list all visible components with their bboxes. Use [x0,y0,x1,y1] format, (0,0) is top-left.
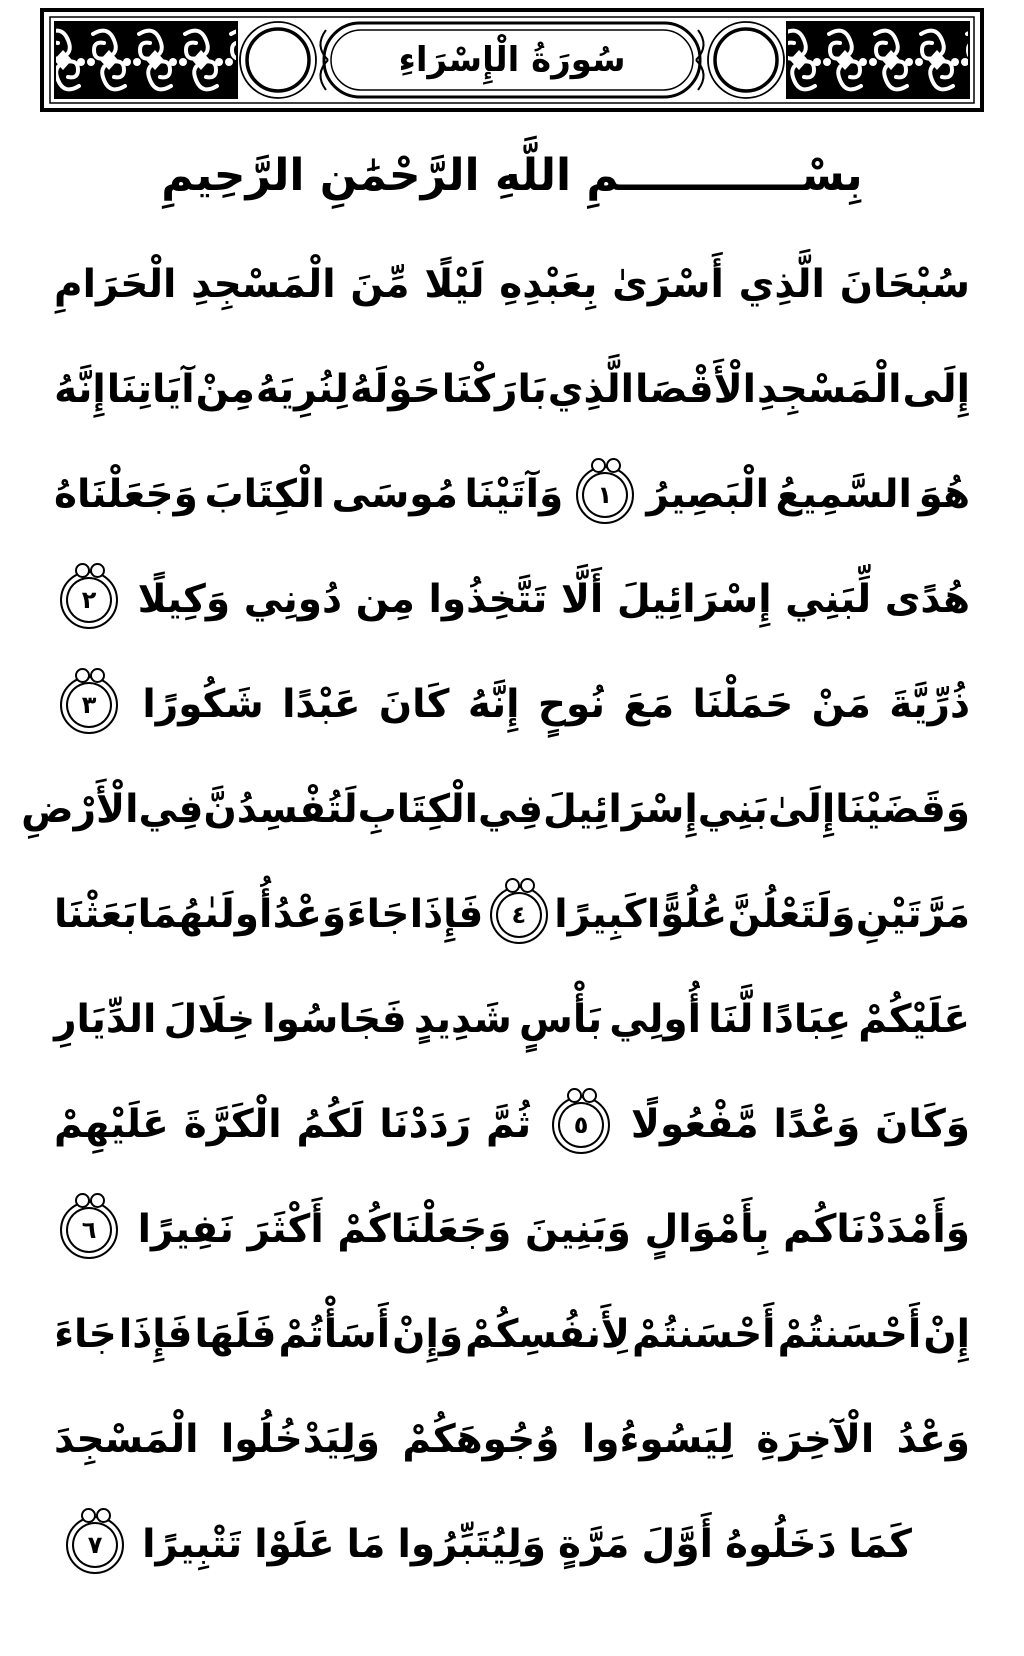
word: السَّمِيعُ [775,472,912,517]
word: إِنَّهُ [54,367,106,412]
mushaf-line [54,652,970,757]
word: وَأَمْدَدْنَاكُم [783,1207,970,1252]
word: كَبِيرًا [554,892,647,937]
word: آيَاتِنَا [106,367,195,412]
word: إِنْ [923,1312,970,1357]
word: لِنُرِيَهُ [255,367,349,412]
word: وَكَانَ [875,1102,970,1147]
word: فِي [138,787,204,832]
word: وَعْدُ [272,892,347,937]
word: سُبْحَانَ [839,262,970,307]
word: دُونِي [243,577,343,622]
word: حَمَلْنَا [692,682,794,727]
word: لِأَنفُسِكُمْ [465,1312,630,1357]
word: بَارَكْنَا [441,367,547,412]
word: مِنْ [195,367,255,412]
verse-marker [60,1201,118,1259]
word: أُولِي [609,997,702,1042]
word: الْكِتَابَ [204,472,325,517]
verse-marker [60,676,118,734]
word: أَسَأْتُمْ [278,1312,391,1357]
mushaf-line [54,232,970,337]
word: لَيْلًا [424,262,485,307]
word: مَرَّتَيْنِ [855,892,970,937]
mushaf-line [21,757,970,862]
mushaf-line [54,862,970,967]
word: مَنْ [811,682,871,727]
word: إِلَى [902,367,970,412]
word: نُوحٍ [537,682,606,727]
word: وَإِنْ [392,1312,464,1357]
word: لِيَسُوءُوا [581,1417,735,1462]
word: وَبَنِينَ [525,1207,631,1252]
verse-number: ٤ [511,900,527,929]
word: الْمَسْجِدِ [757,367,902,412]
verse-number: ١ [597,480,613,509]
word: جَاءَ [54,1312,117,1357]
word: عُلُوًّا [646,892,728,937]
word: أَوَّلَ [641,1522,713,1567]
bismillah: بِسْــــــــــــمِ اللَّهِ الرَّحْمَٰنِ الرَّحِيمِ [161,149,863,201]
surah-title: سُورَةُ الْإِسْرَاءِ [398,40,626,80]
word: عَبْدًا [282,682,361,727]
word: مَا [346,1522,386,1567]
word: فَلَهَا [194,1312,277,1357]
word: وَعْدُ [896,1417,970,1462]
word: لَّنَا [708,997,754,1042]
word: أُولَىٰهُمَا [137,892,273,937]
word: ذُرِّيَّةَ [889,682,970,727]
word: كَمَا [848,1522,912,1567]
word: تَتْبِيرًا [142,1522,243,1567]
word: مِّنَ [350,262,410,307]
word: إِلَىٰ [767,787,836,832]
word: مُوسَى [331,472,458,517]
word: الدِّيَارِ [54,997,157,1042]
word: مَرَّةٍ [558,1522,630,1567]
word: وَلَتَعْلُنَّ [727,892,856,937]
word: مَعَ [623,682,675,727]
word: وَجَعَلْنَاهُ [54,472,198,517]
word: شَدِيدٍ [413,997,512,1042]
word: وَآتَيْنَا [464,472,564,517]
word: أَحْسَنتُمْ [631,1312,776,1357]
word: الْكَرَّةَ [183,1102,282,1147]
verse-number: ٧ [87,1530,103,1559]
word: فَجَاسُوا [262,997,407,1042]
word: وَكِيلًا [137,577,231,622]
word: دَخَلُوهُ [724,1522,837,1567]
word: شَكُورًا [142,682,264,727]
word: إِسْرَائِيلَ [543,787,698,832]
word: بَأْسٍ [519,997,603,1042]
mushaf-line [54,442,970,547]
verse-number: ٢ [81,585,97,614]
word: وَلِيُتَبِّرُوا [397,1522,546,1567]
word: خِلَالَ [163,997,256,1042]
word: بَعَثْنَا [54,892,138,937]
word: تَتَّخِذُوا [428,577,548,622]
verse-number: ٥ [573,1110,589,1139]
word: وَقَضَيْنَا [835,787,970,832]
mushaf-line [54,547,970,652]
mushaf-line [54,967,970,1072]
word: أَلَّا [560,577,604,622]
verse-number: ٣ [81,690,97,719]
word: الْمَسْجِدَ [54,1417,199,1462]
surah-header-band [40,8,984,112]
word: لَتُفْسِدُنَّ [203,787,358,832]
word: كَانَ [378,682,450,727]
word: عَلَوْا [254,1522,335,1567]
word: وَجَعَلْنَاكُمْ [337,1207,512,1252]
word: الْكِتَابِ [357,787,479,832]
verse-marker [490,886,548,944]
word: هُوَ [918,472,970,517]
verse-number: ٦ [81,1215,97,1244]
word: عِبَادًا [760,997,852,1042]
verse-marker [60,571,118,629]
mushaf-line [54,1072,970,1177]
word: الْأَقْصَا [635,367,757,412]
verse-marker [66,1516,124,1574]
word: الَّذِي [547,367,635,412]
word: حَوْلَهُ [349,367,441,412]
word: الْأَرْضِ [21,787,139,832]
word: عَلَيْكُمْ [858,997,970,1042]
word: ثُمَّ [485,1102,532,1147]
verse-marker [576,466,634,524]
word: الْآخِرَةِ [756,1417,875,1462]
mushaf-line [54,1177,970,1282]
verse-marker [552,1096,610,1154]
word: نَفِيرًا [137,1207,234,1252]
mushaf-line [54,337,970,442]
word: مَّفْعُولًا [630,1102,759,1147]
word: وَعْدًا [773,1102,861,1147]
word: أَحْسَنتُمْ [777,1312,922,1357]
word: لَكُمُ [296,1102,365,1147]
word: فَإِذَا [409,892,484,937]
word: رَدَدْنَا [379,1102,472,1147]
mushaf-line [54,1387,970,1492]
word: فِي [478,787,544,832]
word: الَّذِي [738,262,825,307]
word: إِنَّهُ [467,682,520,727]
word: أَكْثَرَ [247,1207,324,1252]
word: مِن [355,577,415,622]
word: عَلَيْهِمْ [54,1102,169,1147]
word: الْمَسْجِدِ [191,262,336,307]
word: جَاءَ [346,892,410,937]
word: أَسْرَىٰ [612,262,724,307]
word: فَإِذَا [118,1312,193,1357]
word: وَلِيَدْخُلُوا [220,1417,381,1462]
word: بِعَبْدِهِ [499,262,598,307]
word: هُدًى [884,577,970,622]
word: بِأَمْوَالٍ [644,1207,770,1252]
word: بَنِي [697,787,768,832]
word: وُجُوهَكُمْ [402,1417,560,1462]
word: إِسْرَائِيلَ [616,577,772,622]
mushaf-line [54,1282,970,1387]
mushaf-lines [21,232,970,1597]
word: الْحَرَامِ [54,262,177,307]
header-ornament [40,8,984,112]
word: لِّبَنِي [785,577,872,622]
mushaf-line [54,1492,970,1597]
word: الْبَصِيرُ [646,472,769,517]
